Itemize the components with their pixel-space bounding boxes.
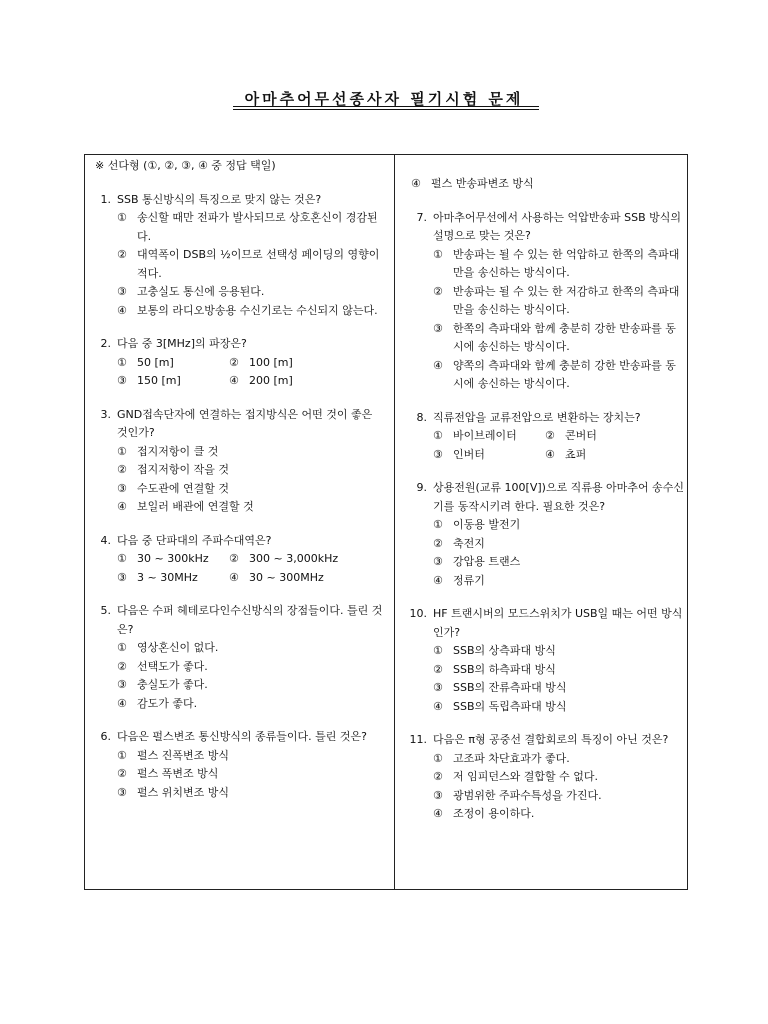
option-mark: ① [433,518,443,531]
option-text: 펄스 위치변조 방식 [137,785,230,799]
question-text: 아마추어무선에서 사용하는 억압반송파 SSB 방식의 설명으로 맞는 것은? [433,210,682,242]
question-stem [407,209,685,246]
option [433,642,685,661]
option [117,765,383,784]
title-underline-double [233,109,539,110]
option [433,698,685,717]
option [117,209,383,246]
option-text: 200 [m] [249,374,293,387]
option [117,354,229,373]
option-text: 30 ~ 300MHz [249,570,324,584]
options [407,246,685,394]
question-number: 4. [100,533,111,547]
options [91,550,383,587]
option [229,569,383,588]
question-stem [407,731,685,750]
option-mark: ③ [117,678,127,691]
option-text: 100 [m] [249,355,293,369]
option [117,246,383,283]
question-number: 8. [416,410,427,424]
option-text: SSB의 잔류측파대 방식 [453,681,567,694]
option-mark: ④ [117,303,127,317]
option-mark: ① [117,552,127,565]
question-stem [407,479,685,516]
option-text: 30 ~ 300kHz [137,552,209,565]
question-text: 다음 중 3[MHz]의 파장은? [117,337,247,350]
question-4 [91,532,383,588]
question-3 [91,406,383,517]
option-mark: ① [433,644,443,657]
option-text: 쵸퍼 [565,447,587,461]
option-mark: ③ [433,788,443,802]
question-text: HF 트랜시버의 모드스위치가 USB일 때는 어떤 방식인가? [433,607,683,639]
option [433,750,685,769]
option [117,302,383,321]
option [433,553,685,572]
option-text: 대역폭이 DSB의 ½이므로 선택성 페이딩의 영향이 적다. [137,248,380,280]
question-1 [91,191,383,321]
exam-title: 아마추어무선종사자 필기시험 문제 [244,90,524,108]
option-mark: ② [229,552,239,565]
option [117,676,383,695]
option-mark: ④ [433,573,443,587]
option-text: 광범위한 주파수특성을 가진다. [453,788,602,802]
option [433,320,685,357]
option-text: SSB의 상측파대 방식 [453,644,556,657]
option [117,784,383,803]
option-mark: ① [433,247,443,261]
option-text: 강압용 트랜스 [453,555,521,568]
option-mark: ② [117,248,127,261]
option-text: 영상혼신이 없다. [137,641,219,654]
column-divider [394,155,395,889]
option [433,516,685,535]
question-stem [407,605,685,642]
question-number: 1. [100,192,111,206]
option-mark: ① [117,444,127,458]
option [433,446,545,465]
option-mark: ② [433,770,443,783]
question-stem [91,602,383,639]
question-text: 다음은 펄스변조 통신방식의 종류들이다. 틀린 것은? [117,730,367,743]
question-10 [407,605,685,716]
option [433,679,685,698]
option-text: 수도관에 연결할 것 [137,481,230,495]
option [545,427,685,446]
option [433,246,685,283]
question-9 [407,479,685,590]
option-mark: ② [433,662,443,676]
option-mark: ④ [117,696,127,710]
option-mark: ④ [117,500,127,513]
question-text: SSB 통신방식의 특징으로 맞지 않는 것은? [117,192,322,206]
option-text: 콘버터 [565,429,597,442]
question-number: 7. [416,210,427,224]
option [433,535,685,554]
option-mark: ① [117,641,127,654]
option-mark: ② [545,429,555,442]
option [117,283,383,302]
option-mark: ④ [433,807,443,820]
option [117,461,383,480]
question-stem [91,406,383,443]
question-stem [407,409,685,428]
option [229,550,383,569]
option-text: 펄스 폭변조 방식 [137,767,219,780]
question-text: 상용전원(교류 100[V])으로 직류용 아마추어 송수신기를 동작시키려 한다. 필요한 것은? [433,481,684,513]
options [407,642,685,716]
question-text: 다음은 수퍼 헤테로다인수신방식의 장점들이다. 틀린 것은? [117,604,383,636]
question-text: 다음은 π형 공중선 결합회로의 특징이 아닌 것은? [433,733,669,746]
option [117,498,383,517]
options [91,639,383,713]
option [433,805,685,824]
option-text: 펄스 반송파변조 방식 [431,177,534,190]
question-number: 11. [409,733,427,746]
option-mark: ④ [411,177,421,190]
question-2 [91,335,383,391]
option-mark: ① [117,748,127,762]
option-mark: ② [433,536,443,550]
option-mark: ① [433,429,443,442]
option [229,354,383,373]
option [117,480,383,499]
option-mark: ② [117,463,127,476]
option [117,550,229,569]
option-mark: ③ [433,555,443,568]
question-6 [91,728,383,802]
exam-box [84,154,688,890]
option-text: 축전지 [453,536,485,550]
option [433,661,685,680]
option-mark: ② [117,659,127,673]
question-text: GND접속단자에 연결하는 접지방식은 어떤 것이 좋은 것인가? [117,407,373,439]
option-text: 정류기 [453,573,485,587]
option-mark: ② [117,767,127,780]
option-text: 3 ~ 30MHz [137,570,198,584]
option-text: 보통의 라디오방송용 수신기로는 수신되지 않는다. [137,303,378,317]
option [117,695,383,714]
option [433,283,685,320]
option [117,658,383,677]
option-mark: ④ [545,447,555,461]
option-mark: ② [229,355,239,369]
question-number: 10. [409,607,427,620]
options [91,209,383,320]
option-mark: ③ [117,481,127,495]
option-mark: ④ [229,374,239,387]
question-text: 다음 중 단파대의 주파수대역은? [117,533,272,547]
option [117,443,383,462]
option-text: 150 [m] [137,374,181,387]
question-stem [91,335,383,354]
option-text: 조정이 용이하다. [453,807,535,820]
option [117,747,383,766]
option-text: 고조파 차단효과가 좋다. [453,751,570,765]
option-mark: ② [433,284,443,298]
option-mark: ④ [229,570,239,584]
option-text: 바이브레이터 [453,429,517,442]
option [433,572,685,591]
option-text: 송신할 때만 전파가 발사되므로 상호혼신이 경감된다. [137,211,378,243]
option-text: 50 [m] [137,355,174,369]
question-number: 9. [416,481,427,494]
option-mark: ④ [433,358,443,372]
option-text: 펄스 진폭변조 방식 [137,748,230,762]
question-stem [91,532,383,551]
option-text: 접지저항이 클 것 [137,444,219,458]
question-5 [91,602,383,713]
question-text: 직류전압을 교류전압으로 변환하는 장치는? [433,410,641,424]
question-stem [91,191,383,210]
option-text: 반송파는 될 수 있는 한 억압하고 한쪽의 측파대만을 송신하는 방식이다. [453,247,680,279]
option [411,175,685,194]
option-text: 인버터 [453,447,485,461]
question-8 [407,409,685,465]
option-text: 저 임피던스와 결합할 수 없다. [453,770,598,783]
option-mark: ③ [433,447,443,461]
option-mark: ③ [117,285,127,298]
option-mark: ① [117,211,127,224]
question-number: 3. [100,407,111,421]
option-text: 이동용 발전기 [453,518,521,531]
option-text: 고충실도 통신에 응용된다. [137,285,265,298]
option [545,446,685,465]
option-mark: ③ [117,570,127,584]
question-stem [91,728,383,747]
options [91,443,383,517]
title-underline [233,106,539,107]
option [117,639,383,658]
left-column [91,157,383,802]
options [407,750,685,824]
options [407,516,685,590]
option-text: 보일러 배관에 연결할 것 [137,500,254,513]
option-text: 반송파는 될 수 있는 한 저감하고 한쪽의 측파대만을 송신하는 방식이다. [453,284,680,316]
option-text: 300 ~ 3,000kHz [249,552,339,565]
question-number: 5. [100,604,111,617]
option-text: SSB의 독립측파대 방식 [453,699,567,713]
option-mark: ① [117,355,127,369]
options [91,747,383,803]
carried-options [407,175,685,194]
option-mark: ④ [433,699,443,713]
option-mark: ① [433,751,443,765]
question-number: 2. [100,337,111,350]
option-text: 양쪽의 측파대와 함께 충분히 강한 반송파를 동시에 송신하는 방식이다. [453,358,676,390]
option [433,787,685,806]
option-text: SSB의 하측파대 방식 [453,662,556,676]
option [433,768,685,787]
question-7 [407,209,685,394]
option-text: 접지저항이 작을 것 [137,463,230,476]
option-text: 충실도가 좋다. [137,678,208,691]
option-mark: ③ [117,785,127,799]
option [117,372,229,391]
option [433,357,685,394]
instruction: ※ 선다형 (①, ②, ③, ④ 중 정답 택일) [95,159,276,172]
option-mark: ③ [433,321,443,335]
question-11 [407,731,685,824]
option-text: 한쪽의 측파대와 함께 충분히 강한 반송파를 동시에 송신하는 방식이다. [453,321,676,353]
right-column [407,157,685,824]
options [91,354,383,391]
option [117,569,229,588]
option-text: 감도가 좋다. [137,696,198,710]
option-text: 선택도가 좋다. [137,659,208,673]
option-mark: ③ [433,681,443,694]
question-number: 6. [100,730,111,743]
options [407,427,685,464]
option-mark: ③ [117,374,127,387]
option [433,427,545,446]
option [229,372,383,391]
